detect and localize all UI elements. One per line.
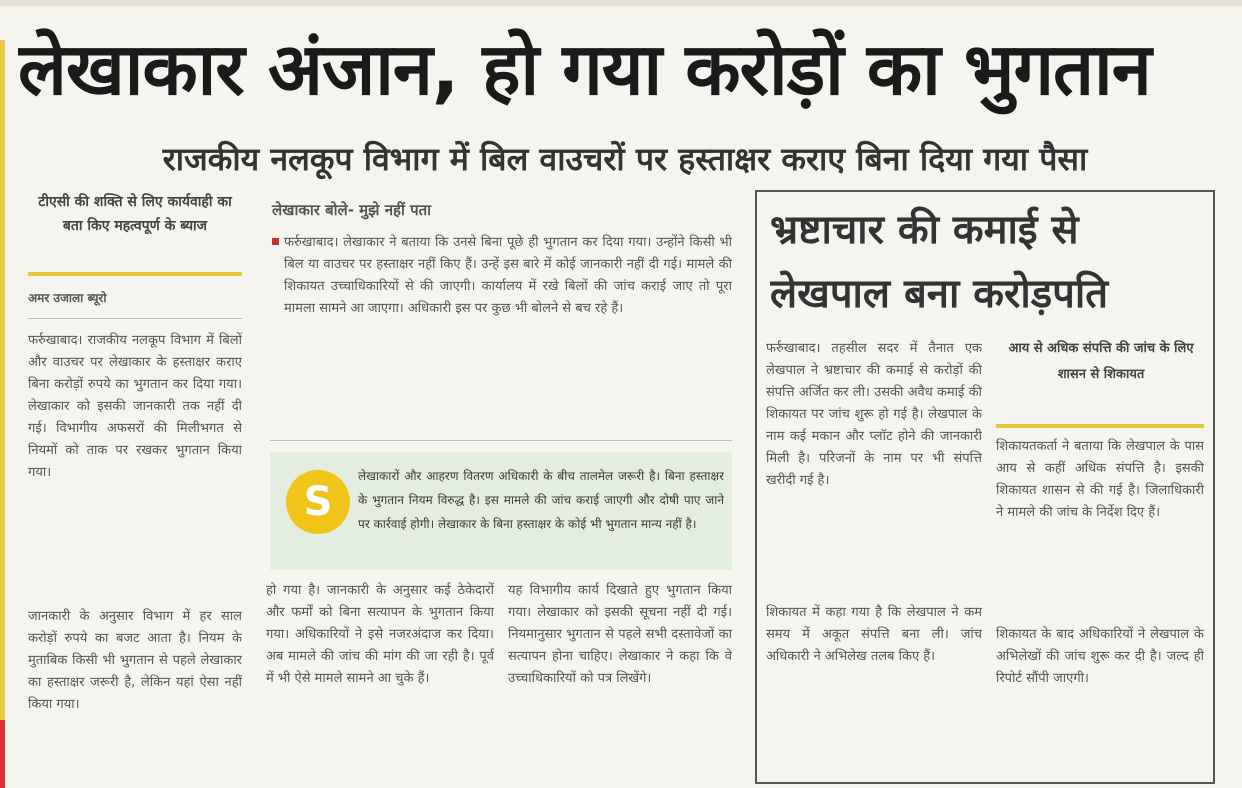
bullet-icon — [272, 238, 279, 245]
inner-body-2: शिकायत के बाद अधिकारियों ने लेखपाल के अभिलेखों की जांच शुरू कर दी है। जल्द ही रिपोर्ट सौंपी जाएगी। — [996, 627, 1204, 686]
middle-body-a: हो गया है। जानकारी के अनुसार कई ठेकेदारों और फर्मों को बिना सत्यापन के भुगतान किया गया। अधिकारियों ने इसे नजरअंदाज कर दिया। अब मामले की जांच की मांग की जा रही है। पूर्व में भी ऐसे मामले सामने आ चुके हैं। — [266, 583, 494, 686]
middle-body-b: यह विभागीय कार्य दिखाते हुए भुगतान किया गया। लेखाकार को इसकी सूचना नहीं दी गई। नियमानुसार भुगतान से पहले सभी दस्तावेजों का सत्यापन होना चाहिए। लेखाकार ने कहा कि वे उच्चाधिकारियों को पत्र लिखेंगे। — [508, 583, 732, 686]
page-edge-red — [0, 720, 5, 788]
left-column-head: टीएसी की शक्ति से लिए कार्यवाही का बता किए महत्वपूर्ण के ब्याज — [38, 194, 232, 234]
inner-body-1: शिकायतकर्ता ने बताया कि लेखपाल के पास आय से कहीं अधिक संपत्ति है। इसकी शिकायत शासन से की गई है। जिलाधिकारी ने मामले की जांच के निर्देश दिए हैं। — [996, 439, 1204, 520]
middle-byline: लेखाकार बोले- मुझे नहीं पता — [272, 201, 432, 219]
boxed-body-1: फर्रुखाबाद। तहसील सदर में तैनात एक लेखपाल ने भ्रष्टाचार की कमाई से करोड़ों की संपत्ति अर्जित कर ली। उसकी अवैध कमाई की शिकायत पर जांच शुरू हो गई है। लेखपाल के नाम कई मकान और प्लॉट होने की जानकारी मिली है। परिजनों के नाम पर भी संपत्ति खरीदी गई है। — [766, 341, 982, 488]
top-strip — [0, 0, 1242, 6]
page-edge-yellow — [0, 40, 5, 788]
left-body-1: फर्रुखाबाद। राजकीय नलकूप विभाग में बिलों और वाउचर पर लेखाकार के हस्ताक्षर कराए बिना करोड़ों रुपये का भुगतान कर दिया गया। लेखाकार को इसकी जानकारी तक नहीं दी गई। विभागीय अफसरों की मिलीभगत से नियमों को ताक पर रखकर भुगतान किया गया। — [28, 333, 242, 480]
left-byline: अमर उजाला ब्यूरो — [28, 291, 107, 305]
inner-head: आय से अधिक संपत्ति की जांच के लिए शासन से शिकायत — [1008, 341, 1194, 382]
yellow-rule — [996, 424, 1204, 428]
callout-text: लेखाकारों और आहरण वितरण अधिकारी के बीच तालमेल जरूरी है। बिना हस्ताक्षर के भुगतान नियम विरुद्ध है। इस मामले की जांच कराई जाएगी और दोषी पाए जाने पर कार्रवाई होगी। लेखाकार के बिना हस्ताक्षर के कोई भी भुगतान मान्य नहीं है। — [358, 469, 724, 531]
left-body-2: जानकारी के अनुसार विभाग में हर साल करोड़ों रुपये का बजट आता है। नियम के मुताबिक किसी भी भुगतान से पहले लेखाकार का हस्ताक्षर जरूरी है, लेकिन यहां ऐसा नहीं किया गया। — [28, 609, 242, 712]
subheadline: राजकीय नलकूप विभाग में बिल वाउचरों पर हस्ताक्षर कराए बिना दिया गया पैसा — [162, 140, 1088, 178]
divider — [28, 318, 242, 319]
middle-body-top: फर्रुखाबाद। लेखाकार ने बताया कि उनसे बिना पूछे ही भुगतान कर दिया गया। उन्होंने किसी भी बिल या वाउचर पर हस्ताक्षर नहीं किए हैं। उन्हें इस बारे में कोई जानकारी नहीं दी गई। मामले की शिकायत उच्चाधिकारियों से की जाएगी। कार्यालय में रखे बिलों की जांच कराई जाए तो पूरा मामला सामने आ जाएगा। अधिकारी इस पर कुछ भी बोलने से बच रहे हैं। — [284, 235, 732, 316]
divider — [270, 440, 732, 441]
yellow-rule — [28, 272, 242, 276]
boxed-story-headline: भ्रष्टाचार की कमाई से लेखपाल बना करोड़पति — [770, 207, 1109, 317]
boxed-body-2: शिकायत में कहा गया है कि लेखपाल ने कम समय में अकूत संपत्ति बना ली। जांच अधिकारी ने अभिलेख तलब किए हैं। — [766, 605, 982, 664]
headline: लेखाकार अंजान, हो गया करोड़ों का भुगतान — [18, 27, 1151, 111]
logo-icon: S — [286, 470, 350, 534]
